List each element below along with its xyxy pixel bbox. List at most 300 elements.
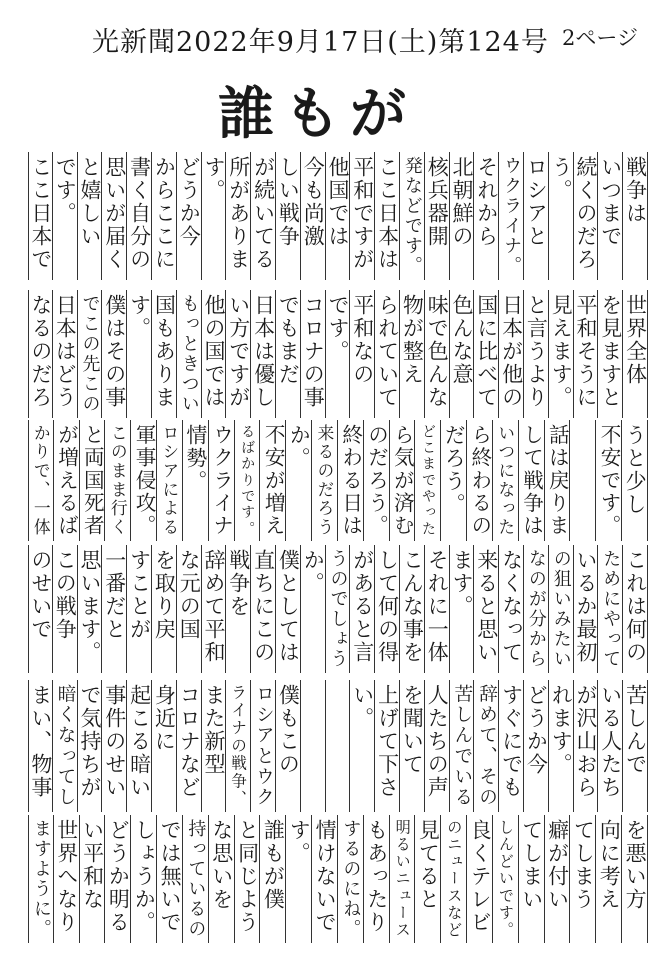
column-line: して何の得 (375, 549, 400, 664)
text-column (251, 290, 276, 418)
column-line: 他国では (325, 156, 350, 248)
text-column (622, 815, 648, 943)
text-column (177, 680, 202, 812)
column-line: また新型 (201, 684, 226, 776)
text-band (28, 680, 648, 812)
column-line: を悪い方 (623, 819, 648, 911)
column-line: が増えるば (54, 424, 79, 537)
text-column (499, 152, 524, 280)
column-line: 味で色んな (425, 294, 450, 409)
text-column (102, 680, 127, 812)
column-line: 思います。 (77, 549, 102, 664)
column-line: いるか最初 (573, 549, 598, 664)
column-line: 来るのだろう (314, 424, 335, 537)
column-line: 所がありま (226, 156, 251, 271)
header (0, 20, 669, 56)
text-band (28, 420, 648, 541)
text-column (183, 420, 209, 541)
text-column (226, 680, 251, 812)
column-line: ここ日本で (28, 156, 53, 271)
column-line: を聞いて (400, 684, 425, 776)
column-line: ロシアと (524, 156, 549, 248)
text-column (286, 815, 312, 943)
column-line: の狙いみたい (550, 549, 572, 669)
column-line: 一番だと (102, 549, 127, 641)
text-column (474, 545, 499, 673)
text-column (102, 290, 127, 418)
text-column (467, 815, 493, 943)
text-column (183, 815, 209, 943)
text-column (450, 290, 475, 418)
text-column (28, 545, 53, 673)
text-column (499, 545, 524, 673)
column-line: と同じよう (235, 819, 260, 934)
text-column (301, 680, 326, 812)
column-line: 僕はその事 (102, 294, 127, 409)
text-column (226, 290, 251, 418)
column-line: この戦争 (53, 549, 78, 641)
column-line: 日本が他の (499, 294, 524, 409)
text-column (251, 152, 276, 280)
text-band (28, 545, 648, 673)
text-column (102, 152, 127, 280)
column-line: 来ると思い (474, 549, 499, 664)
text-column (127, 290, 152, 418)
column-line: 情けないで (313, 819, 338, 934)
text-column (28, 680, 53, 812)
text-column (623, 290, 648, 418)
column-line: うと少し (623, 424, 648, 516)
text-column (400, 290, 425, 418)
text-column (28, 420, 54, 541)
text-column (375, 152, 400, 280)
column-line: 世界全体 (623, 294, 648, 386)
column-line: 見えます。 (549, 294, 574, 409)
column-line: てしまい (519, 819, 544, 911)
date-issue-line: 光新聞2022年9月17日(土)第124号 (92, 27, 549, 58)
column-line: 戦争は (623, 156, 648, 225)
text-column (235, 420, 261, 541)
column-line: それに一体 (425, 549, 450, 664)
text-column (375, 290, 400, 418)
text-column (574, 680, 599, 812)
column-line: 明るいニュース (393, 819, 412, 939)
text-column (80, 815, 106, 943)
column-line: コロナの事 (301, 294, 326, 409)
text-column (127, 545, 152, 673)
text-column (598, 680, 623, 812)
text-column (276, 290, 301, 418)
column-line: なのが分から (525, 549, 547, 669)
column-line: 発などです。 (401, 156, 423, 276)
column-line: しょうか。 (132, 819, 157, 934)
column-line: なるのだろ (28, 294, 53, 409)
text-band (28, 290, 648, 418)
column-line: なくなって (499, 549, 524, 664)
text-column (326, 545, 351, 673)
column-line: い方ですが (226, 294, 251, 409)
column-line: して戦争は (519, 424, 544, 537)
column-line: いつになった (495, 424, 516, 537)
text-column (209, 420, 235, 541)
text-column (338, 815, 364, 943)
text-column (78, 545, 103, 673)
column-line: です。 (53, 156, 78, 225)
text-column (53, 680, 78, 812)
column-line: 癖が付い (545, 819, 570, 911)
text-column (450, 545, 475, 673)
text-column (235, 815, 261, 943)
column-line: 今も尚激 (301, 156, 326, 248)
column-line: 続くのだろ (573, 156, 598, 271)
column-line: 誰もが僕 (261, 819, 286, 911)
text-band (28, 815, 648, 943)
column-line: 思いが届く (102, 156, 127, 271)
column-line: 日本は優し (251, 294, 276, 409)
text-column (571, 420, 597, 541)
column-line: で気持ちが (77, 684, 102, 799)
text-column (54, 420, 80, 541)
text-column (261, 420, 287, 541)
column-line: 人たちの声 (425, 684, 450, 799)
text-column (416, 420, 442, 541)
text-column (400, 545, 425, 673)
column-line: す。 (127, 294, 152, 340)
text-column (131, 815, 157, 943)
column-line: と両国死者 (80, 424, 105, 537)
text-column (493, 420, 519, 541)
text-column (622, 420, 648, 541)
column-line: を取り戻 (152, 549, 177, 641)
text-column (301, 152, 326, 280)
column-line: 戦争を (226, 549, 251, 618)
column-line: どこまでやった (419, 424, 436, 537)
text-column (106, 420, 132, 541)
text-column (549, 290, 574, 418)
text-column (549, 545, 574, 673)
text-column (202, 290, 227, 418)
text-column (202, 545, 227, 673)
text-column (375, 680, 400, 812)
column-line: 苦しんでいる (451, 684, 473, 808)
text-column (152, 545, 177, 673)
column-line: 核兵器開 (425, 156, 450, 248)
column-line: う。 (549, 156, 574, 202)
column-line: 直ちにこの (251, 549, 276, 664)
text-column (474, 680, 499, 812)
text-column (350, 545, 375, 673)
column-line: 辞めて、その (476, 684, 498, 808)
column-line: もあったり (364, 819, 389, 934)
text-column (596, 420, 622, 541)
text-column (226, 152, 251, 280)
text-column (127, 152, 152, 280)
text-column (400, 680, 425, 812)
column-line: るばかりです。 (239, 424, 256, 537)
column-line: 国もありま (152, 294, 177, 409)
text-column (276, 152, 301, 280)
column-line: 平和そうに (573, 294, 598, 409)
column-line: ウクライナ。 (501, 156, 523, 276)
text-column (441, 420, 467, 541)
column-line: ますように。 (30, 819, 52, 939)
column-line: 上げて下さ (375, 684, 400, 799)
text-column (102, 545, 127, 673)
text-column (400, 152, 425, 280)
column-line: 僕としては (276, 549, 301, 664)
column-line: を見ますと (598, 294, 623, 409)
text-column (177, 152, 202, 280)
text-column (261, 815, 287, 943)
text-column (286, 420, 312, 541)
column-line: 物が整え (400, 294, 425, 386)
column-line: が沢山おら (573, 684, 598, 799)
column-line: こんな事を (400, 549, 425, 664)
text-column (425, 290, 450, 418)
text-column (425, 680, 450, 812)
text-column (623, 545, 648, 673)
text-column (467, 420, 493, 541)
text-column (53, 152, 78, 280)
column-line: ライナの戦争、 (229, 684, 249, 808)
text-column (301, 545, 326, 673)
column-line: もっときつい (178, 294, 200, 414)
column-line: 世界へなり (54, 819, 79, 934)
text-column (209, 815, 235, 943)
column-line: では無いで (158, 819, 183, 934)
column-line: ウクライナ (209, 424, 234, 537)
text-column (623, 680, 648, 812)
text-column (596, 815, 622, 943)
column-line: な元の国 (177, 549, 202, 641)
text-column (251, 545, 276, 673)
text-column (78, 152, 103, 280)
text-column (390, 815, 416, 943)
text-column (524, 152, 549, 280)
text-column (53, 545, 78, 673)
column-line: 辞めて平和 (201, 549, 226, 664)
column-line: でこの先この (79, 294, 101, 414)
text-column (28, 290, 53, 418)
text-column (78, 680, 103, 812)
column-line: このまま行く (108, 424, 129, 537)
column-line: だろう。 (442, 424, 467, 516)
column-line: ためにやって (600, 549, 622, 669)
column-line: 色んな意 (449, 294, 474, 386)
text-column (202, 680, 227, 812)
text-column (493, 815, 519, 943)
column-line: 日本はどう (53, 294, 78, 409)
page-number: 2ページ (562, 26, 638, 50)
text-column (226, 545, 251, 673)
column-line: 向に考え (597, 819, 622, 911)
column-line: 他の国では (201, 294, 226, 409)
column-line: か。 (287, 424, 312, 470)
column-line: 平和なの (350, 294, 375, 386)
text-column (574, 290, 599, 418)
column-line: 良くテレビ (468, 819, 493, 934)
column-line: ロシアとウク (253, 684, 275, 808)
column-line: どうか今 (177, 156, 202, 248)
text-column (519, 815, 545, 943)
text-column (499, 680, 524, 812)
column-line: 起こる暗い (127, 684, 152, 799)
column-line: するのにね。 (340, 819, 362, 939)
text-column (545, 420, 571, 541)
text-column (375, 545, 400, 673)
column-line: まい、物事 (28, 684, 53, 799)
column-line: 終わる日は (338, 424, 363, 537)
column-line: しんどいです。 (496, 819, 515, 939)
text-band (28, 152, 648, 280)
text-column (276, 545, 301, 673)
text-column (152, 152, 177, 280)
column-line: 持っているの (185, 819, 207, 939)
text-column (350, 152, 375, 280)
column-line: どうか今 (524, 684, 549, 776)
text-column (524, 545, 549, 673)
text-column (416, 815, 442, 943)
text-column (474, 290, 499, 418)
text-column (441, 815, 467, 943)
column-line: のせいで (28, 549, 53, 641)
column-line: い平和な (80, 819, 105, 911)
column-line: 身近に (152, 684, 177, 753)
text-column (177, 290, 202, 418)
column-line: と言うより (524, 294, 549, 409)
text-column (425, 152, 450, 280)
column-line: いつまで (598, 156, 623, 248)
text-column (598, 152, 623, 280)
text-column (574, 152, 599, 280)
text-column (312, 815, 338, 943)
text-column (326, 680, 351, 812)
text-column (364, 420, 390, 541)
column-line: 国に比べて (474, 294, 499, 409)
column-line: 見てると (416, 819, 441, 911)
text-column (623, 152, 648, 280)
column-line: かりで、一体 (31, 424, 52, 537)
text-column (312, 420, 338, 541)
column-line: でもまだ (276, 294, 301, 386)
text-column (326, 152, 351, 280)
text-column (350, 680, 375, 812)
text-column (53, 290, 78, 418)
column-line: コロナなど (177, 684, 202, 799)
text-column (326, 290, 351, 418)
text-column (598, 290, 623, 418)
text-column (549, 680, 574, 812)
text-column (524, 290, 549, 418)
column-line: れます。 (549, 684, 574, 776)
column-line: ら気が済む (390, 424, 415, 537)
text-column (28, 815, 54, 943)
article-title: 誰もが (218, 82, 416, 147)
text-column (80, 420, 106, 541)
column-line: のニュースなど (445, 819, 464, 939)
text-column (450, 680, 475, 812)
column-line: それから (474, 156, 499, 248)
text-column (106, 815, 132, 943)
column-line: 書く自分の (127, 156, 152, 271)
column-line: ロシアによる (159, 424, 180, 537)
column-line: どうか明る (106, 819, 131, 934)
column-line: いる人たち (598, 684, 623, 799)
text-column (251, 680, 276, 812)
column-line: ます。 (449, 549, 474, 618)
text-column (350, 290, 375, 418)
text-column (152, 290, 177, 418)
text-column (157, 815, 183, 943)
column-line: す。 (287, 819, 312, 865)
column-line: 平和ですが (350, 156, 375, 271)
column-line: のだろう。 (364, 424, 389, 537)
column-line: からここに (152, 156, 177, 271)
text-column (524, 680, 549, 812)
text-column (425, 545, 450, 673)
text-column (545, 815, 571, 943)
text-column (127, 680, 152, 812)
column-line: 不安が増え (261, 424, 286, 537)
text-column (276, 680, 301, 812)
text-column (390, 420, 416, 541)
column-line: 事件のせい (102, 684, 127, 799)
text-column (301, 290, 326, 418)
text-column (177, 545, 202, 673)
column-line: な思いを (209, 819, 234, 911)
text-column (157, 420, 183, 541)
column-line: と嬉しい (77, 156, 102, 248)
text-column (131, 420, 157, 541)
column-line: すことが (127, 549, 152, 641)
column-line: が続いてる (251, 156, 276, 271)
text-column (571, 815, 597, 943)
column-line: 北朝鮮の (449, 156, 474, 248)
column-line: うのでしょう (327, 549, 349, 669)
column-line: てしまう (571, 819, 596, 911)
text-column (519, 420, 545, 541)
column-line: い。 (350, 684, 375, 730)
text-column (574, 545, 599, 673)
column-line: 情勢。 (183, 424, 208, 493)
column-line: 僕もこの (276, 684, 301, 776)
column-line: これは何の (623, 549, 648, 664)
text-column (474, 152, 499, 280)
column-line: ら終わるの (467, 424, 492, 537)
text-column (364, 815, 390, 943)
column-line: 苦しんで (623, 684, 648, 776)
column-line: 不安です。 (597, 424, 622, 537)
column-line: 軍事侵攻。 (132, 424, 157, 537)
text-column (78, 290, 103, 418)
column-line: です。 (325, 294, 350, 363)
text-column (202, 152, 227, 280)
text-column (152, 680, 177, 812)
column-line: か。 (301, 549, 326, 595)
text-column (598, 545, 623, 673)
column-line: 暗くなってし (55, 684, 77, 808)
column-line: があると言 (350, 549, 375, 664)
text-column (450, 152, 475, 280)
text-column (549, 152, 574, 280)
column-line: すぐにでも (499, 684, 524, 799)
column-line: ここ日本は (375, 156, 400, 271)
column-line: 話は戻りま (545, 424, 570, 537)
text-column (499, 290, 524, 418)
column-line: られていて (375, 294, 400, 409)
text-column (54, 815, 80, 943)
column-line: しい戦争 (276, 156, 301, 248)
